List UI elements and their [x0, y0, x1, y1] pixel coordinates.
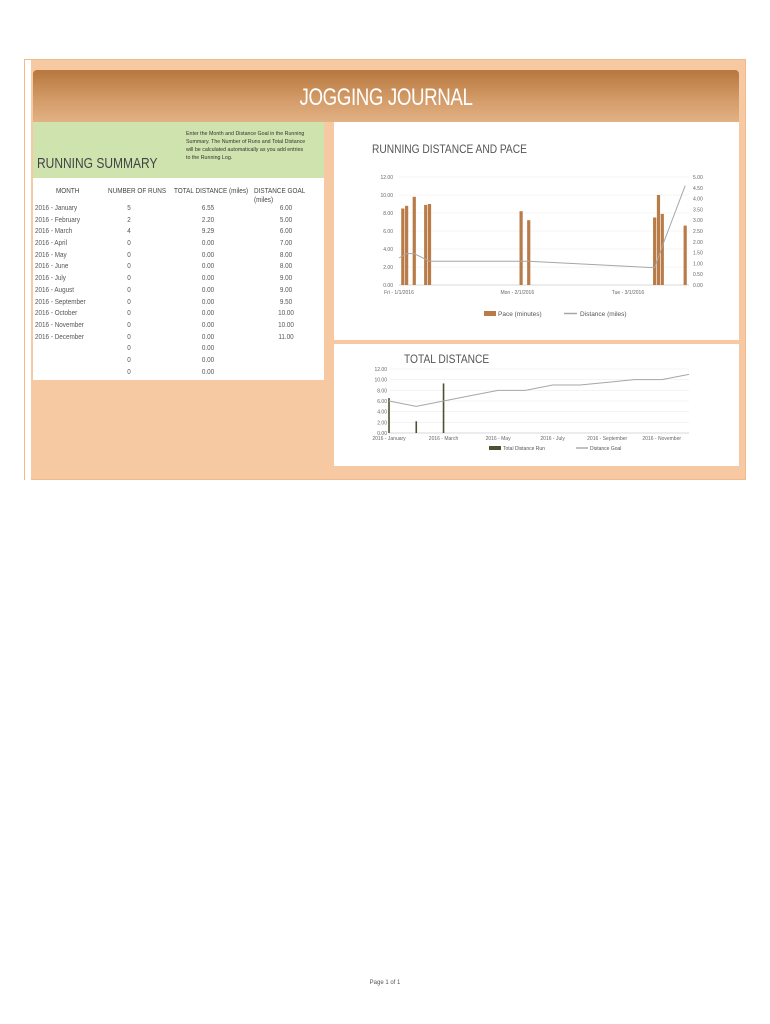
total-distance-bar: [443, 383, 445, 433]
x-tick-label: Fri - 1/1/2016: [384, 290, 414, 296]
month-cell: 2016 - February: [35, 214, 81, 224]
month-cell: 2016 - June: [35, 261, 69, 271]
runs-cell: 2: [127, 214, 131, 224]
runs-cell: 0: [127, 308, 131, 318]
legend-label-pace: Pace (minutes): [498, 311, 542, 318]
summary-header: [33, 122, 324, 178]
runs-cell: 0: [127, 261, 131, 271]
month-cell: 2016 - July: [35, 273, 66, 283]
distance-goal-cell: 8.00: [279, 261, 293, 271]
month-cell: 2016 - October: [35, 308, 78, 318]
month-cell: 2016 - September: [35, 296, 86, 306]
month-cell: 2016 - May: [35, 249, 67, 259]
distance-goal-cell: 7.00: [279, 238, 293, 248]
y-right-tick-label: 1.50: [693, 250, 703, 257]
total-distance-column: [188, 202, 228, 377]
total-distance-cell: 0.00: [201, 319, 215, 329]
month-cell: 2016 - January: [35, 203, 78, 212]
y-right-tick-label: 1.00: [693, 261, 703, 268]
y-right-tick-label: 4.00: [693, 196, 703, 203]
total-distance-cell: 0.00: [201, 273, 215, 283]
runs-cell: 0: [127, 296, 131, 306]
x-tick-label: 2016 - November: [642, 436, 682, 442]
runs-cell: 0: [127, 319, 131, 329]
runs-cell: 0: [127, 284, 131, 294]
legend-swatch-total: [489, 446, 501, 450]
y-right-tick-label: 3.50: [693, 207, 703, 214]
legend-swatch-pace: [484, 311, 496, 316]
legend-label-total: Total Distance Run: [503, 446, 545, 452]
legend-label-goal: Distance Goal: [590, 446, 622, 452]
total-distance-cell: 0.00: [201, 261, 215, 271]
month-cell: 2016 - November: [35, 319, 84, 329]
month-cell: 2016 - April: [35, 238, 67, 248]
total-distance-cell: 0.00: [201, 331, 215, 341]
distance-line: [399, 186, 685, 268]
month-column: [35, 202, 115, 342]
x-tick-label: Mon - 2/1/2016: [500, 290, 535, 296]
distance-goal-cell: 10.00: [278, 308, 294, 318]
total-distance-chart: [334, 344, 739, 466]
distance-goal-cell: 8.00: [279, 249, 293, 259]
title-banner: [33, 70, 739, 122]
month-cell: 2016 - August: [35, 284, 75, 294]
pace-bar: [428, 204, 431, 285]
runs-cell: 0: [127, 331, 131, 341]
y-left-tick-label: 8.00: [383, 211, 393, 217]
distance-goal-cell: 9.00: [279, 284, 293, 294]
x-tick-label: 2016 - May: [485, 436, 511, 442]
runs-cell: 0: [127, 343, 131, 353]
legend-label-distance: Distance (miles): [580, 311, 627, 318]
x-tick-label: Tue - 3/1/2016: [611, 290, 645, 296]
total-distance-cell: 0.00: [201, 238, 215, 248]
y-right-tick-label: 2.50: [693, 229, 703, 235]
total-distance-cell: 6.55: [201, 203, 215, 212]
total-distance-cell: 0.00: [201, 284, 215, 294]
distance-goal-cell: 5.00: [279, 214, 293, 224]
pace-bar: [520, 211, 523, 285]
y-right-tick-label: 4.50: [693, 185, 703, 192]
journal-sheet: [24, 59, 746, 480]
y-tick-label: 10.00: [374, 377, 387, 384]
column-header-month: MONTH: [56, 186, 80, 195]
total-distance-cell: 0.00: [201, 343, 215, 353]
distance-goal-cell: 9.00: [279, 273, 293, 283]
runs-cell: 0: [127, 354, 131, 364]
pace-chart-title: RUNNING DISTANCE AND PACE: [372, 142, 527, 156]
distance-goal-column: [266, 202, 306, 342]
page-title: JOGGING JOURNAL: [299, 84, 473, 111]
runs-cell: 0: [127, 273, 131, 283]
x-tick-label: 2016 - July: [540, 436, 565, 442]
total-distance-bar: [388, 398, 390, 433]
total-distance-bar: [415, 421, 417, 433]
summary-instructions: Enter the Month and Distance Goal in the Running Summary. The Number of Runs and Total Distance will be calculated automatically as you add entries to the Running Log.: [186, 131, 306, 161]
summary-title: RUNNING SUMMARY: [37, 155, 158, 172]
y-tick-label: 0.00: [377, 431, 387, 437]
y-tick-label: 2.00: [377, 420, 387, 427]
pace-bar: [424, 205, 427, 285]
y-tick-label: 8.00: [377, 388, 387, 395]
runs-cell: 0: [127, 366, 131, 376]
pace-bar: [684, 226, 687, 285]
x-tick-label: 2016 - March: [428, 436, 459, 442]
pace-chart-panel: [334, 122, 739, 340]
y-left-tick-label: 0.00: [383, 283, 393, 289]
total-distance-cell: 2.20: [201, 214, 215, 224]
y-right-tick-label: 5.00: [693, 175, 703, 181]
y-tick-label: 6.00: [377, 399, 387, 405]
y-tick-label: 12.00: [374, 367, 387, 373]
pace-bar: [401, 209, 404, 286]
total-distance-cell: 0.00: [201, 354, 215, 364]
page-number: Page 1 of 1: [369, 980, 401, 986]
pace-bar: [527, 220, 530, 285]
total-distance-cell: 9.29: [201, 226, 215, 236]
y-tick-label: 4.00: [377, 409, 387, 416]
y-left-tick-label: 12.00: [380, 175, 393, 181]
runs-cell: 0: [127, 238, 131, 248]
month-cell: 2016 - March: [35, 226, 73, 236]
column-header-total: TOTAL DISTANCE (miles): [174, 186, 249, 195]
total-distance-cell: 0.00: [201, 308, 215, 318]
y-right-tick-label: 2.00: [693, 239, 703, 246]
distance-goal-cell: 6.00: [279, 226, 293, 236]
running-summary-panel: [33, 122, 324, 380]
total-chart-panel: [334, 344, 739, 466]
pace-distance-chart: [334, 122, 739, 340]
distance-goal-cell: 11.00: [278, 331, 294, 341]
x-tick-label: 2016 - January: [372, 436, 406, 442]
runs-cell: 5: [127, 203, 131, 212]
pace-bar: [413, 197, 416, 285]
sheet-margin: [25, 60, 31, 481]
distance-goal-cell: 6.00: [279, 203, 293, 212]
distance-goal-cell: 9.50: [279, 296, 293, 306]
total-distance-cell: 0.00: [201, 249, 215, 259]
y-left-tick-label: 2.00: [383, 265, 393, 271]
runs-column: [109, 202, 149, 377]
pace-bar: [653, 218, 656, 286]
y-right-tick-label: 0.50: [693, 272, 703, 279]
column-header-runs: NUMBER OF RUNS: [108, 186, 167, 195]
total-distance-cell: 0.00: [201, 366, 215, 376]
y-left-tick-label: 4.00: [383, 247, 393, 253]
y-right-tick-label: 3.00: [693, 218, 703, 225]
pace-bar: [657, 195, 660, 285]
total-distance-cell: 0.00: [201, 296, 215, 306]
pace-bar: [405, 206, 408, 285]
y-right-tick-label: 0.00: [693, 283, 703, 289]
y-left-tick-label: 6.00: [383, 229, 393, 235]
column-header-goal: DISTANCE GOAL (miles): [254, 186, 306, 204]
runs-cell: 4: [127, 226, 131, 236]
x-tick-label: 2016 - September: [587, 436, 628, 442]
runs-cell: 0: [127, 249, 131, 259]
y-left-tick-label: 10.00: [380, 193, 393, 199]
distance-goal-cell: 10.00: [278, 319, 294, 329]
total-chart-title: TOTAL DISTANCE: [404, 352, 490, 366]
month-cell: 2016 - December: [35, 331, 84, 341]
